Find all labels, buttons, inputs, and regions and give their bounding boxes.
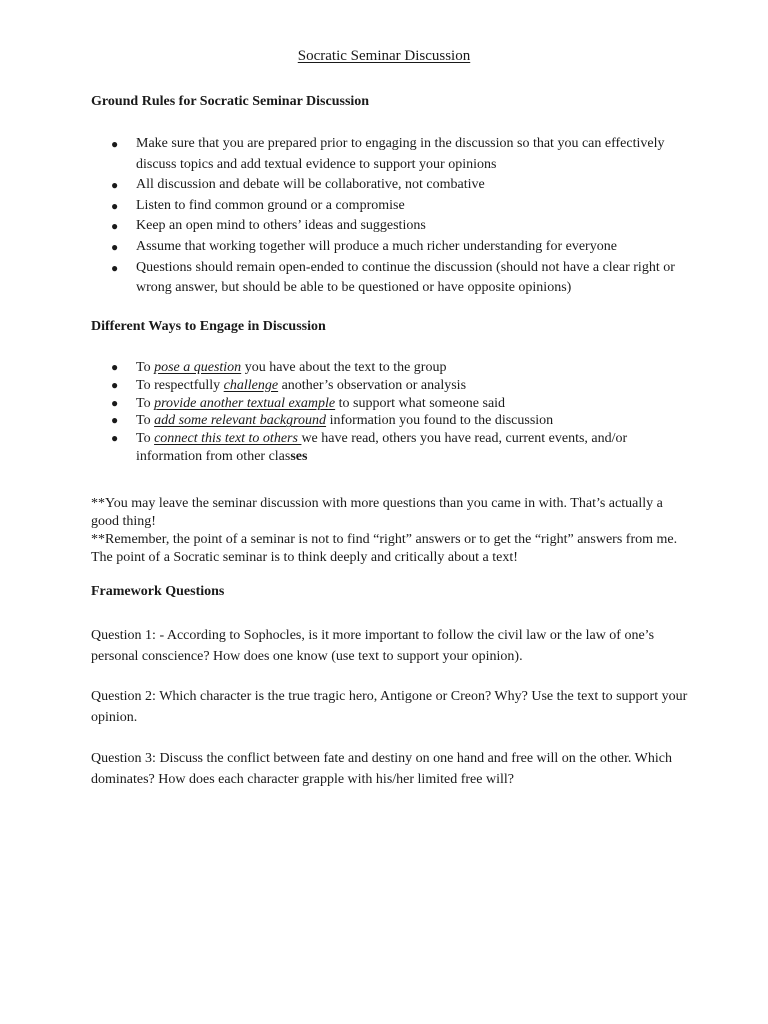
bullet-icon: ● (111, 178, 119, 193)
bold-text: ses (290, 448, 308, 464)
list-item-text: Questions should remain open-ended to continue the discussion (should not have a clear right or wrong answer, but should be able to be questioned or have opposite opinions) (136, 259, 675, 296)
document-title: Socratic Seminar Discussion (297, 48, 471, 64)
list-item (111, 430, 691, 466)
list-item (111, 377, 691, 395)
list-item-text: To (136, 431, 155, 447)
list-item (111, 359, 691, 377)
list-item (111, 216, 691, 237)
list-item (111, 175, 691, 196)
bullet-icon: ● (111, 239, 119, 254)
bullet-icon: ● (111, 360, 119, 374)
notes-block (91, 495, 691, 567)
list-item-text: To (136, 360, 155, 375)
bullet-icon: ● (111, 260, 119, 275)
emphasis-text: pose a question (154, 360, 242, 375)
list-item (111, 134, 691, 175)
emphasis-text: provide another textual example (154, 395, 336, 411)
bullet-icon: ● (111, 377, 119, 392)
list-item-text: we have read, others you have read, current events, and/or information from other clas (136, 431, 628, 464)
bullet-icon: ● (111, 198, 119, 213)
list-item-text: to support what someone said (335, 395, 506, 411)
note-text: **You may leave the seminar discussion with more questions than you came in with. That’s actually a good thing! (91, 496, 663, 529)
bullet-icon: ● (111, 431, 119, 446)
list-item-text: Keep an open mind to others’ ideas and suggestions (136, 218, 426, 234)
question-3: Question 3: Discuss the conflict between fate and destiny on one hand and free will on the other. Which dominates? How does each character grapple with his/her limited free will? (91, 751, 672, 787)
list-item-text: Listen to find common ground or a compromise (136, 197, 405, 213)
note-text: **Remember, the point of a seminar is not to find “right” answers or to get the “right” answers from me. The point of a Socratic seminar is to think deeply and critically about a text! (91, 532, 678, 565)
list-item-text: All discussion and debate will be collaborative, not combative (136, 177, 485, 193)
list-item-text: Make sure that you are prepared prior to engaging in the discussion so that you can effectively discuss topics and add textual evidence to support your opinions (136, 136, 665, 172)
list-item-text: To (136, 395, 155, 411)
list-item-text: information you found to the discussion (326, 413, 554, 429)
framework-heading: Framework Questions (91, 584, 225, 599)
list-item-text: you have about the text to the group (241, 360, 447, 375)
emphasis-text: add some relevant background (154, 413, 327, 429)
bullet-icon: ● (111, 413, 119, 428)
ground-rules-heading: Ground Rules for Socratic Seminar Discussion (91, 94, 370, 109)
engage-list (111, 359, 691, 466)
question-1: Question 1: - According to Sophocles, is it more important to follow the civil law or the law of one’s personal conscience? How does one know (use text to support your opinion). (91, 628, 655, 664)
list-item (111, 258, 691, 299)
question-2: Question 2: Which character is the true tragic hero, Antigone or Creon? Why? Use the text to support your opinion. (91, 689, 688, 725)
ground-rules-list (111, 134, 691, 299)
list-item-text: Assume that working together will produce a much richer understanding for everyone (136, 238, 617, 254)
engage-heading: Different Ways to Engage in Discussion (91, 319, 326, 334)
list-item (111, 395, 691, 413)
list-item-text: another’s observation or analysis (278, 377, 467, 393)
emphasis-text: connect this text to others (154, 431, 302, 447)
list-item (111, 412, 691, 430)
list-item (111, 237, 691, 258)
bullet-icon: ● (111, 137, 119, 151)
bullet-icon: ● (111, 219, 119, 234)
emphasis-text: challenge (223, 377, 279, 393)
bullet-icon: ● (111, 395, 119, 410)
list-item-text: To (136, 413, 155, 429)
list-item (111, 196, 691, 217)
list-item-text: To respectfully (136, 377, 224, 393)
